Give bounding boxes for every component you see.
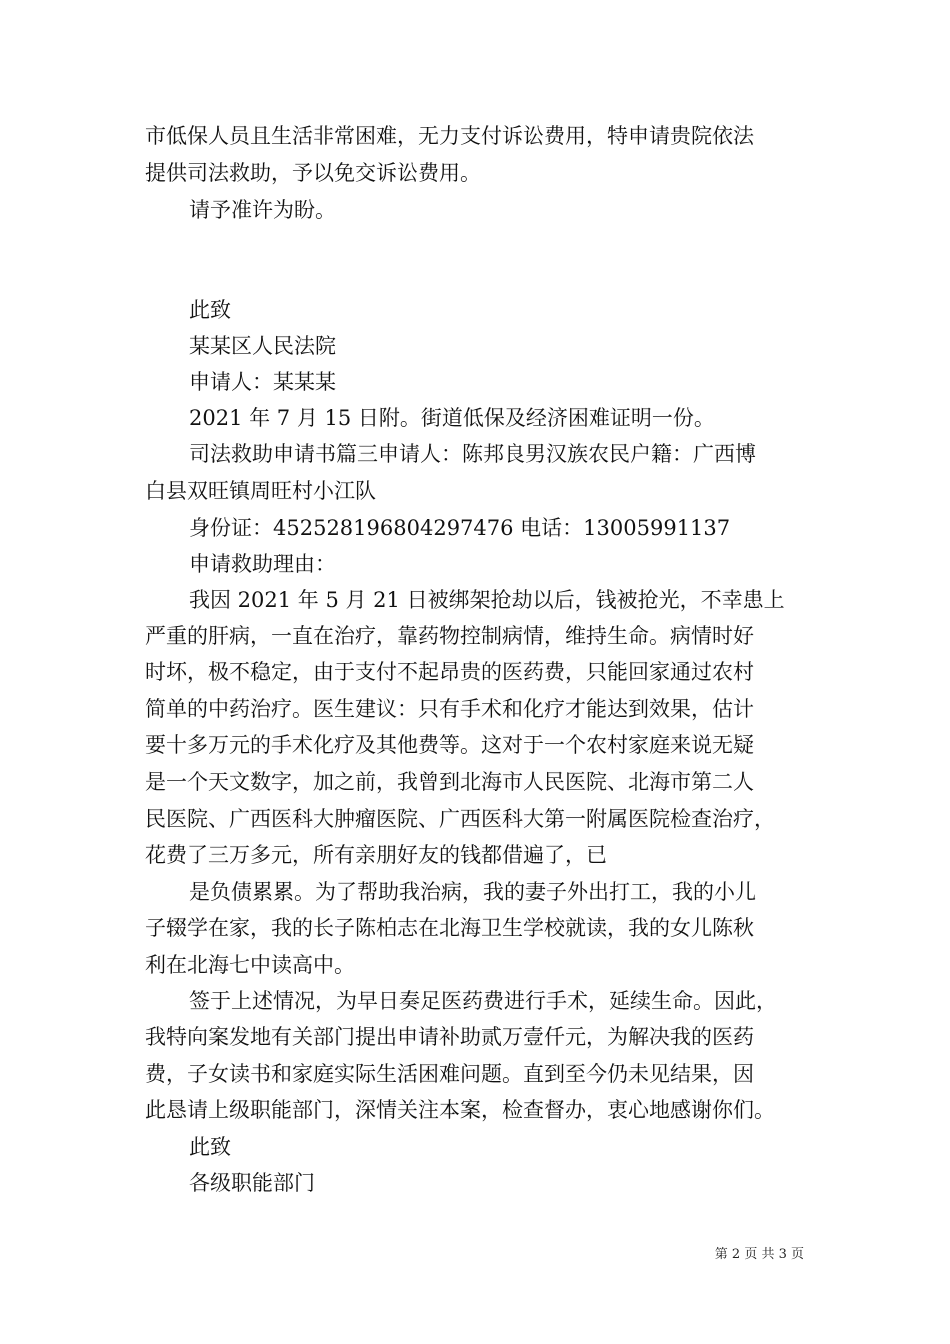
closing-salutation: 此致 [189, 298, 231, 322]
applicant: 申请人：某某某 [189, 370, 336, 394]
text-line: 是负债累累。为了帮助我治病，我的妻子外出打工，我的小儿 [189, 880, 756, 904]
closing-salutation: 此致 [189, 1135, 231, 1159]
recipient: 某某区人民法院 [189, 334, 336, 358]
text-line: 市低保人员且生活非常困难，无力支付诉讼费用，特申请贵院依法 [145, 124, 754, 148]
text-line: 司法救助申请书篇三申请人：陈邦良男汉族农民户籍：广西博 [189, 442, 756, 466]
text-line: 严重的肝病，一直在治疗，靠药物控制病情，维持生命。病情时好 [145, 624, 754, 648]
text-line: 我因 2021 年 5 月 21 日被绑架抢劫以后，钱被抢光，不幸患上 [189, 588, 785, 612]
text-line: 请予准许为盼。 [189, 198, 336, 222]
text-line: 利在北海七中读高中。 [145, 953, 355, 977]
text-line: 民医院、广西医科大肿瘤医院、广西医科大第一附属医院检查治疗， [145, 807, 775, 831]
text-line: 简单的中药治疗。医生建议：只有手术和化疗才能达到效果，估计 [145, 697, 754, 721]
text-line: 要十多万元的手术化疗及其他费等。这对于一个农村家庭来说无疑 [145, 733, 754, 757]
text-line: 花费了三万多元，所有亲朋好友的钱都借遍了，已 [145, 843, 607, 867]
section-heading: 申请救助理由： [189, 552, 336, 576]
text-line: 白县双旺镇周旺村小江队 [145, 479, 376, 503]
text-line: 费，子女读书和家庭实际生活困难问题。直到至今仍未见结果，因 [145, 1062, 754, 1086]
text-line: 我特向案发地有关部门提出申请补助贰万壹仟元，为解决我的医药 [145, 1025, 754, 1049]
recipient: 各级职能部门 [189, 1171, 315, 1195]
text-line: 签于上述情况，为早日奏足医药费进行手术，延续生命。因此， [189, 989, 777, 1013]
text-line: 子辍学在家，我的长子陈柏志在北海卫生学校就读，我的女儿陈秋 [145, 916, 754, 940]
text-line: 是一个天文数字，加之前，我曾到北海市人民医院、北海市第二人 [145, 770, 754, 794]
page-number: 第 2 页 共 3 页 [714, 1247, 804, 1262]
id-and-phone: 身份证：452528196804297476 电话：13005991137 [189, 516, 731, 540]
date-and-attachment: 2021 年 7 月 15 日附。街道低保及经济困难证明一份。 [189, 406, 715, 430]
text-line: 时坏，极不稳定，由于支付不起昂贵的医药费，只能回家通过农村 [145, 660, 754, 684]
text-line: 提供司法救助，予以免交诉讼费用。 [145, 161, 481, 185]
text-line: 此恳请上级职能部门，深情关注本案，检查督办，衷心地感谢你们。 [145, 1098, 775, 1122]
